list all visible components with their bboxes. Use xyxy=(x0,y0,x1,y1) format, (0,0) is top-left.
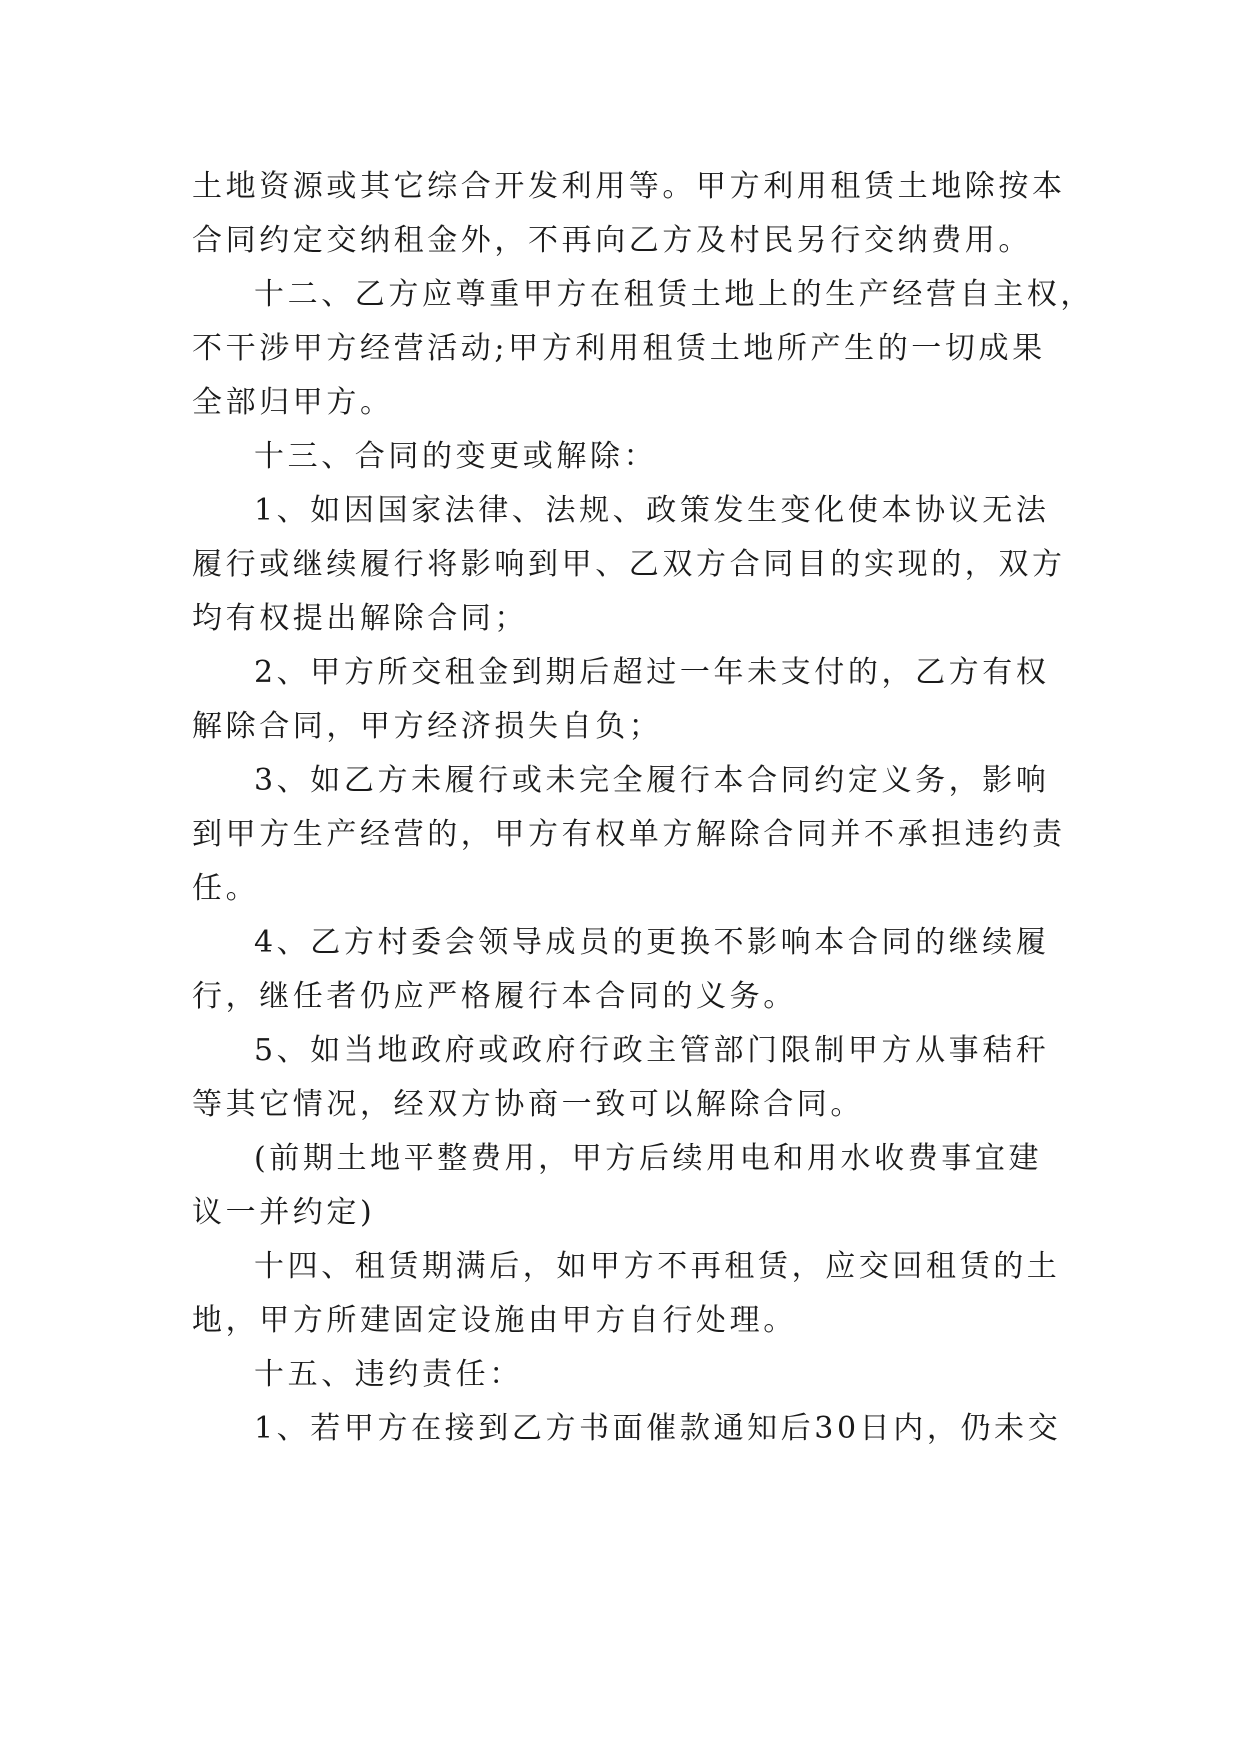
text-line: 等其它情况，经双方协商一致可以解除合同。 xyxy=(192,1087,864,1122)
list-item-start-line: 2、甲方所交租金到期后超过一年未支付的，乙方有权 xyxy=(254,655,1050,690)
text-line: 到甲方生产经营的，甲方有权单方解除合同并不承担违约责 xyxy=(192,817,1066,852)
text-line: 不干涉甲方经营活动;甲方利用租赁土地所产生的一切成果 xyxy=(192,331,1046,366)
text-line: 行，继任者仍应严格履行本合同的义务。 xyxy=(192,979,797,1014)
text-line: 土地资源或其它综合开发利用等。甲方利用租赁土地除按本 xyxy=(192,169,1066,204)
text-line: 履行或继续履行将影响到甲、乙双方合同目的实现的，双方 xyxy=(192,547,1066,582)
list-item-start-line: 5、如当地政府或政府行政主管部门限制甲方从事秸秆 xyxy=(254,1033,1050,1068)
section-heading: 十五、违约责任： xyxy=(254,1357,523,1392)
text-line: 地，甲方所建固定设施由甲方自行处理。 xyxy=(192,1303,797,1338)
list-item-start-line: 1、若甲方在接到乙方书面催款通知后30日内，仍未交 xyxy=(254,1411,1062,1446)
paragraph-start-line: 十二、乙方应尊重甲方在租赁土地上的生产经营自主权， xyxy=(254,277,1094,312)
text-line: 解除合同，甲方经济损失自负； xyxy=(192,709,663,744)
text-line: 任。 xyxy=(192,871,260,906)
list-item-start-line: 4、乙方村委会领导成员的更换不影响本合同的继续履 xyxy=(254,925,1050,960)
text-line: 合同约定交纳租金外，不再向乙方及村民另行交纳费用。 xyxy=(192,223,1032,258)
list-item-start-line: 1、如因国家法律、法规、政策发生变化使本协议无法 xyxy=(254,493,1050,528)
text-line: 均有权提出解除合同； xyxy=(192,601,528,636)
section-heading: 十三、合同的变更或解除： xyxy=(254,439,658,474)
text-line: 全部归甲方。 xyxy=(192,385,394,420)
list-item-start-line: 3、如乙方未履行或未完全履行本合同约定义务，影响 xyxy=(254,763,1050,798)
text-line: 议一并约定) xyxy=(192,1195,376,1230)
note-start-line: (前期土地平整费用，甲方后续用电和用水收费事宜建 xyxy=(254,1141,1043,1176)
paragraph-start-line: 十四、租赁期满后，如甲方不再租赁，应交回租赁的土 xyxy=(254,1249,1061,1284)
